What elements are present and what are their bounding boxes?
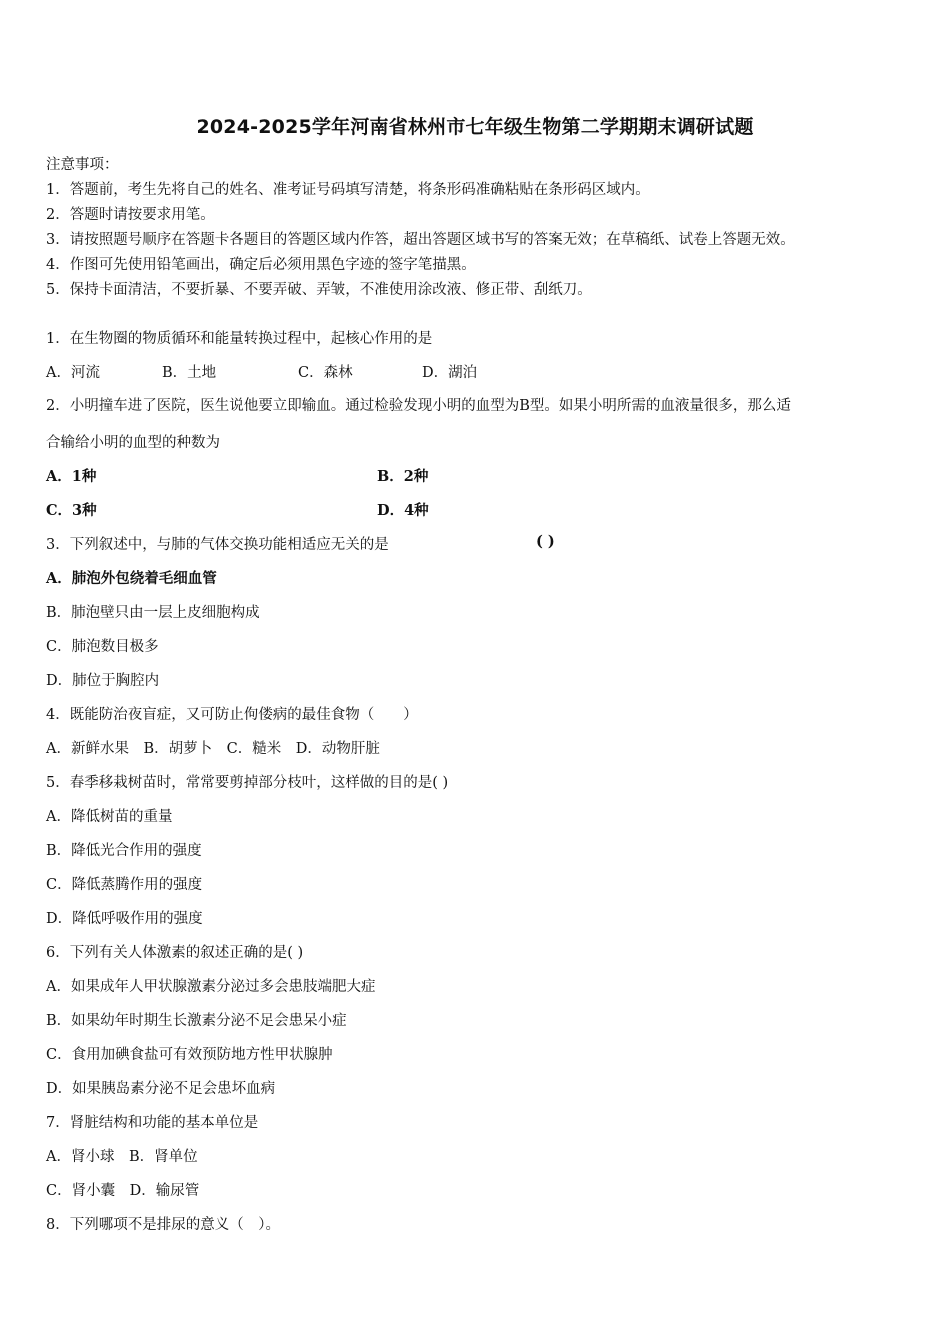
- q5-option-a: A．降低树苗的重量: [46, 809, 173, 825]
- question-2-stem-cont: 合输给小明的血型的种数为: [46, 435, 220, 451]
- q3-option-a: [46, 567, 217, 588]
- q2-option-b: B．2种: [377, 468, 429, 485]
- question-5-stem: 5．春季移栽树苗时，常常要剪掉部分枝叶，这样做的目的是( ): [46, 775, 449, 791]
- notice-item: 3．请按照题号顺序在答题卡各题目的答题区域内作答，超出答题区域书写的答案无效；在草稿纸、试卷上答题无效。: [46, 232, 795, 248]
- q6-option-a: A．如果成年人甲状腺激素分泌过多会患肢端肥大症: [46, 979, 376, 995]
- q3-option-c: C．肺泡数目极多: [46, 639, 159, 655]
- question-6-stem: 6．下列有关人体激素的叙述正确的是( ): [46, 945, 304, 961]
- q7-options-cd: C．肾小囊 D．输尿管: [46, 1183, 200, 1199]
- q5-option-d: D．降低呼吸作用的强度: [46, 911, 203, 927]
- q3-answer-paren: ( ): [536, 533, 555, 550]
- q2-option-a: A．1种: [46, 468, 97, 485]
- question-7-stem: 7．肾脏结构和功能的基本单位是: [46, 1115, 259, 1131]
- q6-option-b: B．如果幼年时期生长激素分泌不足会患呆小症: [46, 1013, 347, 1029]
- notice-item: 1．答题前，考生先将自己的姓名、准考证号码填写清楚，将条形码准确粘贴在条形码区域内。: [46, 182, 650, 198]
- q7-options-ab: A．肾小球 B．肾单位: [46, 1149, 198, 1165]
- q1-option-a: A．河流: [46, 365, 100, 381]
- q1-option-c: C．森林: [298, 365, 353, 381]
- notice-item: 2．答题时请按要求用笔。: [46, 207, 215, 223]
- notice-item: 5．保持卡面清洁，不要折暴、不要弄破、弄皱，不准使用涂改液、修正带、刮纸刀。: [46, 282, 592, 298]
- question-8-stem: 8．下列哪项不是排尿的意义（ ）。: [46, 1217, 280, 1233]
- question-1-stem: 1．在生物圈的物质循环和能量转换过程中，起核心作用的是: [46, 331, 433, 347]
- q5-option-b: B．降低光合作用的强度: [46, 843, 202, 859]
- q3-option-b: B．肺泡壁只由一层上皮细胞构成: [46, 605, 260, 621]
- q2-option-c: C．3种: [46, 502, 97, 519]
- q6-option-c: C．食用加碘食盐可有效预防地方性甲状腺肿: [46, 1047, 333, 1063]
- q2-option-d: D．4种: [377, 502, 429, 519]
- q1-option-b: B．土地: [162, 365, 217, 381]
- q5-option-c: C．降低蒸腾作用的强度: [46, 877, 203, 893]
- q1-option-d: D．湖泊: [422, 365, 478, 381]
- question-3-stem: 3．下列叙述中，与肺的气体交换功能相适应无关的是: [46, 537, 389, 553]
- page-title: 2024-2025学年河南省林州市七年级生物第二学期期末调研试题: [196, 116, 754, 138]
- notice-item: 4．作图可先使用铅笔画出，确定后必须用黑色字迹的签字笔描黑。: [46, 257, 476, 273]
- q6-option-d: D．如果胰岛素分泌不足会患坏血病: [46, 1081, 276, 1097]
- q3-option-a-text: A．肺泡外包绕着毛细血管: [46, 570, 217, 587]
- question-2-stem: 2．小明撞车进了医院，医生说他要立即输血。通过检验发现小明的血型为B型。如果小明所需的血液量很多，那么适: [46, 398, 791, 414]
- question-4-stem: 4．既能防治夜盲症，又可防止佝偻病的最佳食物（ ）: [46, 707, 418, 723]
- notice-heading: 注意事项：: [46, 157, 119, 173]
- q3-option-d: D．肺位于胸腔内: [46, 673, 160, 689]
- q4-options: A．新鲜水果 B．胡萝卜 C．糙米 D．动物肝脏: [46, 741, 380, 757]
